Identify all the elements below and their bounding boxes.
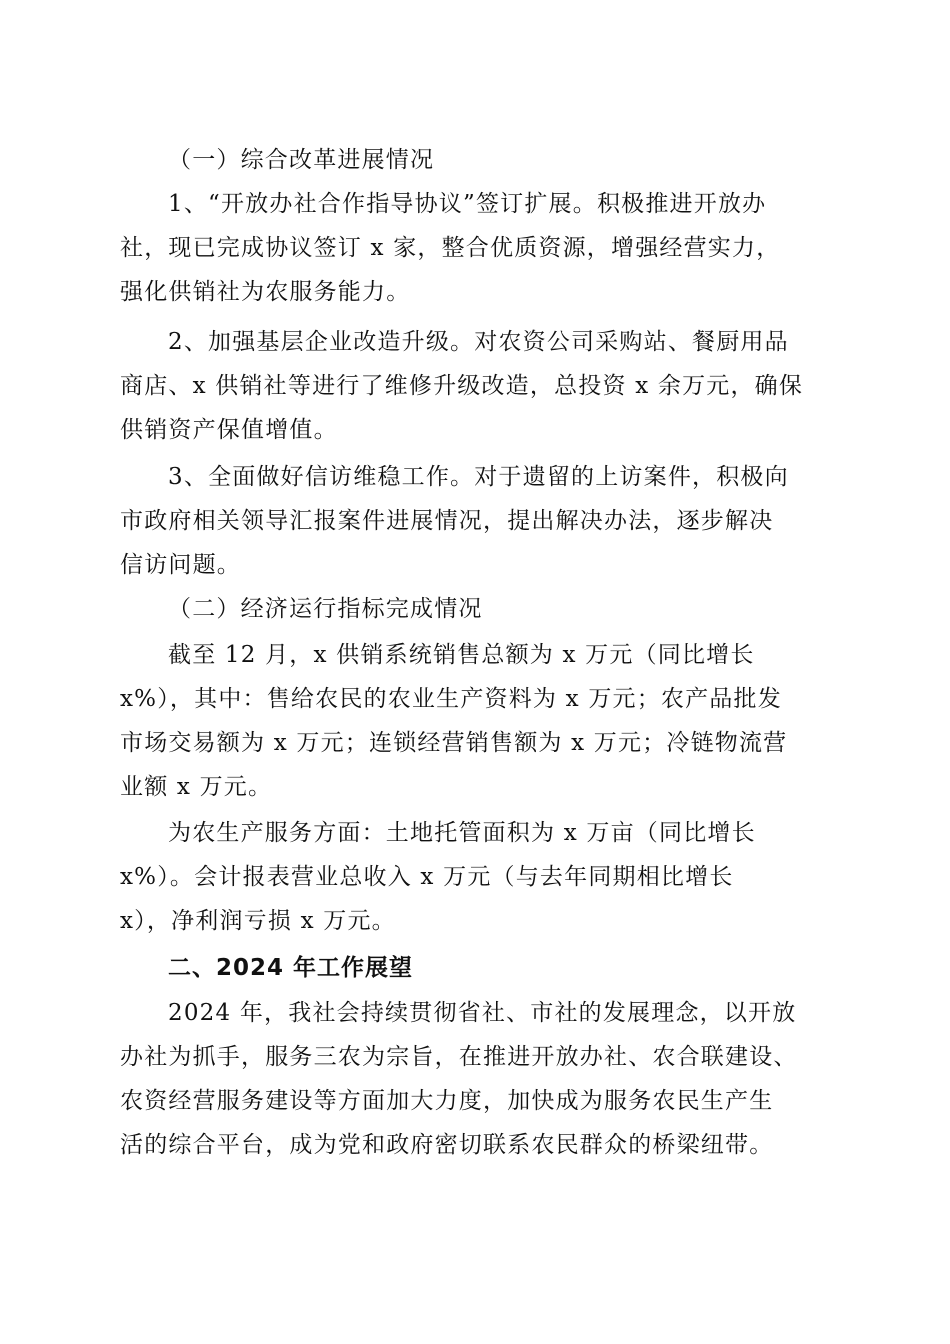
sub-heading-text: （一）综合改革进展情况 [168, 147, 435, 173]
paragraph-line: 供销资产保值增值。 [120, 417, 338, 443]
paragraph-line: 市场交易额为 x 万元；连锁经营销售额为 x 万元；冷链物流营 [120, 730, 788, 756]
paragraph-line: 商店、x 供销社等进行了维修升级改造，总投资 x 余万元，确保 [120, 373, 804, 399]
item-3-paragraph [120, 455, 825, 587]
services-paragraph [120, 811, 825, 943]
paragraph-line: 2、加强基层企业改造升级。对农资公司采购站、餐厨用品 [168, 329, 789, 355]
item-1-paragraph [120, 182, 825, 314]
paragraph-line: 截至 12 月，x 供销系统销售总额为 x 万元（同比增长 [168, 642, 755, 668]
sales-paragraph [120, 633, 825, 809]
paragraph-line: 为农生产服务方面：土地托管面积为 x 万亩（同比增长 [168, 820, 756, 846]
item-2-paragraph [120, 320, 825, 452]
paragraph-line: 业额 x 万元。 [120, 774, 273, 800]
paragraph-line: 市政府相关领导汇报案件进展情况，提出解决办法，逐步解决 [120, 508, 774, 534]
paragraph-line: 2024 年，我社会持续贯彻省社、市社的发展理念，以开放 [168, 1000, 797, 1026]
paragraph-line: 社，现已完成协议签订 x 家，整合优质资源，增强经营实力， [120, 235, 781, 261]
paragraph-line: 强化供销社为农服务能力。 [120, 279, 411, 305]
paragraph-line: 办社为抓手，服务三农为宗旨，在推进开放办社、农合联建设、 [120, 1044, 798, 1070]
section-heading-text: 二、2024 年工作展望 [168, 955, 414, 981]
paragraph-line: 1、“开放办社合作指导协议”签订扩展。积极推进开放办 [168, 191, 767, 217]
paragraph-line: x%）。会计报表营业总收入 x 万元（与去年同期相比增长 [120, 864, 734, 890]
section-heading-outlook [120, 946, 825, 990]
paragraph-line: x%），其中：售给农民的农业生产资料为 x 万元；农产品批发 [120, 686, 782, 712]
sub-heading-comprehensive-reform [120, 138, 825, 182]
paragraph-line: 信访问题。 [120, 552, 241, 578]
sub-heading-text: （二）经济运行指标完成情况 [168, 596, 483, 622]
paragraph-line: 3、全面做好信访维稳工作。对于遗留的上访案件，积极向 [168, 464, 789, 490]
paragraph-line: 农资经营服务建设等方面加大力度，加快成为服务农民生产生 [120, 1088, 774, 1114]
sub-heading-economic-indicators [120, 587, 825, 631]
paragraph-line: 活的综合平台，成为党和政府密切联系农民群众的桥梁纽带。 [120, 1132, 774, 1158]
paragraph-line: x），净利润亏损 x 万元。 [120, 908, 396, 934]
outlook-paragraph [120, 991, 825, 1167]
